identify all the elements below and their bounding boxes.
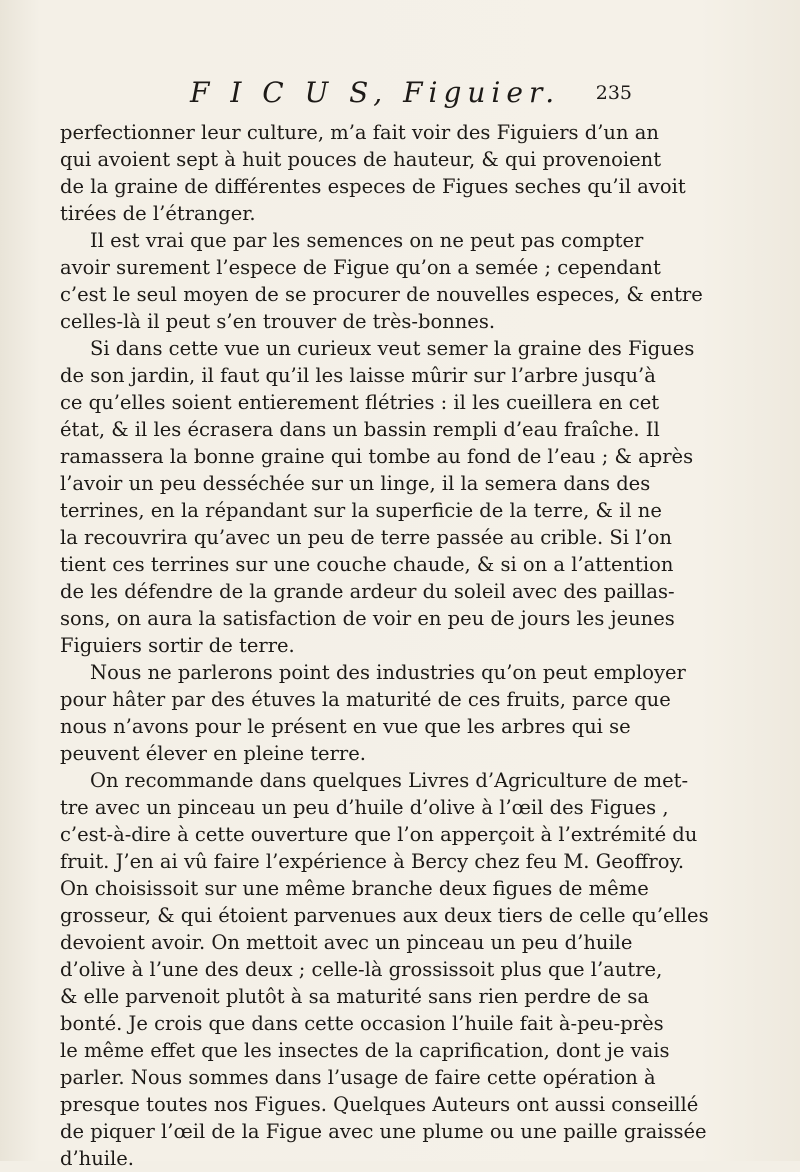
text-line: c’est-à-dire à cette ouverture que l’on apperçoit à l’extrémité du <box>60 823 698 846</box>
text-line: d’olive à l’une des deux ; celle-là grossissoit plus que l’autre, <box>60 958 663 981</box>
text-line: c’est le seul moyen de se procurer de nouvelles especes, & entre <box>60 283 703 306</box>
page-number: 235 <box>595 82 632 104</box>
text-line: terrines, en la répandant sur la superficie de la terre, & il ne <box>60 499 662 522</box>
text-line: perfectionner leur culture, m’a fait voir des Figuiers d’un an <box>60 121 659 144</box>
text-line: pour hâter par des étuves la maturité de ces fruits, parce que <box>60 688 671 711</box>
text-line: & elle parvenoit plutôt à sa maturité sans rien perdre de sa <box>60 985 650 1008</box>
paragraph-start-line: On recommande dans quelques Livres d’Agriculture de met- <box>90 769 689 792</box>
paragraph-start-line: Si dans cette vue un curieux veut semer la graine des Figues <box>90 337 695 360</box>
text-line: d’huile. <box>60 1147 135 1170</box>
body-text <box>60 119 760 1172</box>
text-line: de les défendre de la grande ardeur du soleil avec des paillas- <box>60 580 675 603</box>
text-line: presque toutes nos Figues. Quelques Auteurs ont aussi conseillé <box>60 1093 699 1116</box>
text-line: la recouvrira qu’avec un peu de terre passée au crible. Si l’on <box>60 526 672 549</box>
text-line: fruit. J’en ai vû faire l’expérience à Bercy chez feu M. Geoffroy. <box>60 850 685 873</box>
text-line: bonté. Je crois que dans cette occasion l’huile fait à-peu-près <box>60 1012 664 1035</box>
text-line: grosseur, & qui étoient parvenues aux deux tiers de celle qu’elles <box>60 904 709 927</box>
page-header <box>190 76 630 110</box>
text-line: le même effet que les insectes de la caprification, dont je vais <box>60 1039 670 1062</box>
paragraph-start-line: Il est vrai que par les semences on ne peut pas compter <box>90 229 644 252</box>
text-line: de la graine de différentes especes de Figues seches qu’il avoit <box>60 175 686 198</box>
text-line: qui avoient sept à huit pouces de hauteur, & qui provenoient <box>60 148 662 171</box>
text-line: tirées de l’étranger. <box>60 202 256 225</box>
text-line: ce qu’elles soient entierement flétries : il les cueillera en cet <box>60 391 660 414</box>
text-line: peuvent élever en pleine terre. <box>60 742 366 765</box>
text-line: de son jardin, il faut qu’il les laisse mûrir sur l’arbre jusqu’à <box>60 364 656 387</box>
paragraph-start-line: Nous ne parlerons point des industries qu’on peut employer <box>90 661 686 684</box>
text-line: tre avec un pinceau un peu d’huile d’olive à l’œil des Figues , <box>60 796 669 819</box>
running-title: F I C U S, Figuier. <box>190 76 561 109</box>
text-line: celles-là il peut s’en trouver de très-bonnes. <box>60 310 496 333</box>
text-line: ramassera la bonne graine qui tombe au fond de l’eau ; & après <box>60 445 694 468</box>
text-line: devoient avoir. On mettoit avec un pinceau un peu d’huile <box>60 931 633 954</box>
text-line: tient ces terrines sur une couche chaude, & si on a l’attention <box>60 553 674 576</box>
text-line: nous n’avons pour le présent en vue que les arbres qui se <box>60 715 631 738</box>
text-line: On choisissoit sur une même branche deux figues de même <box>60 877 649 900</box>
text-line: parler. Nous sommes dans l’usage de faire cette opération à <box>60 1066 656 1089</box>
text-line: Figuiers sortir de terre. <box>60 634 295 657</box>
text-line: de piquer l’œil de la Figue avec une plume ou une paille graissée <box>60 1120 707 1143</box>
text-line: avoir surement l’espece de Figue qu’on a semée ; cependant <box>60 256 661 279</box>
text-line: sons, on aura la satisfaction de voir en peu de jours les jeunes <box>60 607 675 630</box>
text-line: état, & il les écrasera dans un bassin rempli d’eau fraîche. Il <box>60 418 660 441</box>
text-line: l’avoir un peu desséchée sur un linge, il la semera dans des <box>60 472 651 495</box>
